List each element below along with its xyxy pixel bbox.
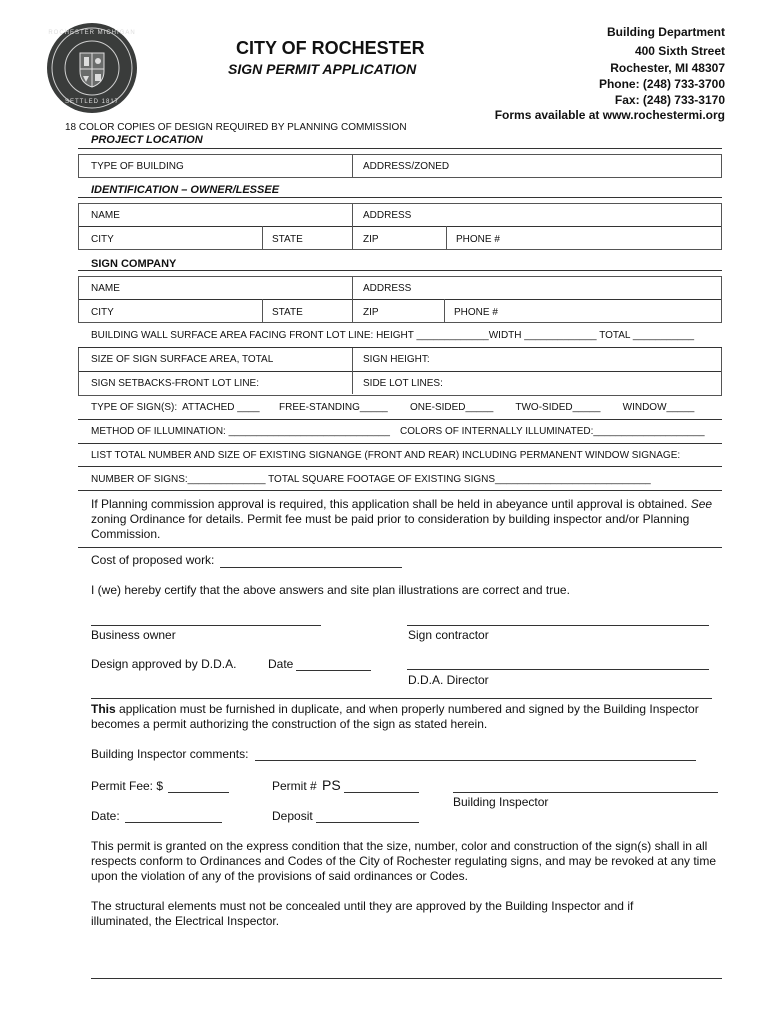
- building-inspector-label: Building Inspector: [453, 795, 549, 809]
- company-state-label: STATE: [272, 307, 303, 318]
- deposit-label: Deposit: [272, 809, 313, 823]
- company-table: [78, 276, 722, 323]
- permit-number-field[interactable]: [344, 792, 419, 793]
- city-name: CITY OF ROCHESTER: [236, 38, 425, 58]
- divider: [78, 466, 722, 467]
- number-signs-line: NUMBER OF SIGNS:______________ TOTAL SQUARE FOOTAGE OF EXISTING SIGNS____________________________: [91, 474, 651, 485]
- deposit-field[interactable]: [316, 822, 419, 823]
- business-owner-label: Business owner: [91, 628, 176, 642]
- dda-date-label: Date: [268, 657, 294, 671]
- existing-signage-line: LIST TOTAL NUMBER AND SIZE OF EXISTING SIGNANGE (FRONT AND REAR) INCLUDING PERMANENT WINDOW SIGNAGE:: [91, 450, 681, 461]
- permit-prefix: PS: [322, 777, 341, 793]
- owner-heading: IDENTIFICATION – OWNER/LESSEE: [91, 184, 280, 196]
- dept-website: Forms available at www.rochestermi.org: [494, 108, 725, 122]
- dda-director-signature-line[interactable]: [407, 669, 709, 670]
- form-title: SIGN PERMIT APPLICATION: [228, 61, 417, 77]
- dept-name: Building Department: [606, 25, 725, 39]
- wall-area-line: BUILDING WALL SURFACE AREA FACING FRONT LOT LINE: HEIGHT _____________WIDTH _____________ TOTAL ___________: [91, 330, 695, 341]
- company-heading: SIGN COMPANY: [91, 258, 177, 270]
- project-heading: PROJECT LOCATION: [91, 134, 203, 146]
- divider: [78, 547, 722, 548]
- seal-bottom-text: SETTLED 1817: [64, 99, 120, 105]
- colors-line: COLORS OF INTERNALLY ILLUMINATED:____________________: [400, 426, 705, 437]
- building-inspector-signature-line[interactable]: [453, 792, 718, 793]
- owner-zip-label: ZIP: [363, 234, 379, 245]
- inspector-comments-field[interactable]: [255, 760, 696, 761]
- address-zoned-label: ADDRESS/ZONED: [363, 161, 450, 172]
- divider: [78, 148, 722, 149]
- company-zip-label: ZIP: [363, 307, 379, 318]
- divider: [78, 490, 722, 491]
- sign-contractor-signature-line[interactable]: [407, 625, 709, 626]
- divider: [78, 197, 722, 198]
- date-field[interactable]: [125, 822, 222, 823]
- type-of-building-label: TYPE OF BUILDING: [91, 161, 184, 172]
- permit-fee-field[interactable]: [168, 792, 229, 793]
- cost-label: Cost of proposed work:: [91, 553, 215, 567]
- structural-paragraph: The structural elements must not be concealed until they are approved by the Building Inspector and if illuminated, the Electrical Inspector.: [91, 899, 634, 928]
- seal-top-text: ROCHESTER MICHIGAN: [48, 30, 136, 36]
- sign-area-label: SIZE OF SIGN SURFACE AREA, TOTAL: [91, 354, 274, 365]
- owner-city-label: CITY: [91, 234, 114, 245]
- permit-fee-label: Permit Fee: $: [91, 779, 164, 793]
- dept-fax: Fax: (248) 733-3170: [614, 93, 725, 107]
- owner-phone-label: PHONE #: [456, 234, 500, 245]
- divider: [78, 443, 722, 444]
- owner-address-label: ADDRESS: [363, 210, 412, 221]
- design-dda-label: Design approved by D.D.A.: [91, 657, 237, 671]
- owner-table: [78, 203, 722, 250]
- company-address-label: ADDRESS: [363, 283, 412, 294]
- copies-note: 18 COLOR COPIES OF DESIGN REQUIRED BY PLANNING COMMISSION: [65, 122, 407, 133]
- owner-state-label: STATE: [272, 234, 303, 245]
- business-owner-signature-line[interactable]: [91, 625, 321, 626]
- dda-date-field[interactable]: [296, 670, 371, 671]
- sign-types-line: TYPE OF SIGN(S): ATTACHED ____ FREE-STANDING_____ ONE-SIDED_____ TWO-SIDED_____ WINDOW_____: [91, 402, 695, 413]
- duplicate-paragraph: This application must be furnished in duplicate, and when properly numbered and signed by the Building Inspector becomes a permit authorizing the construction of the sign as stated herein.: [91, 702, 699, 731]
- setbacks-label: SIGN SETBACKS-FRONT LOT LINE:: [91, 378, 259, 389]
- project-row: [78, 154, 722, 178]
- divider: [78, 270, 722, 271]
- company-city-label: CITY: [91, 307, 114, 318]
- illumination-line: METHOD OF ILLUMINATION: _____________________________: [91, 426, 390, 437]
- inspector-comments-label: Building Inspector comments:: [91, 747, 249, 761]
- sign-contractor-label: Sign contractor: [408, 628, 489, 642]
- company-phone-label: PHONE #: [454, 307, 498, 318]
- certify-text: I (we) hereby certify that the above answers and site plan illustrations are correct and true.: [91, 583, 570, 597]
- approval-paragraph: If Planning commission approval is required, this application shall be held in abeyance until approval is obtained. See zoning Ordinance for details. Permit fee must be paid prior to consideration by building inspector and/or Planning Commission.: [91, 497, 713, 541]
- dept-phone: Phone: (248) 733-3700: [598, 77, 725, 91]
- granted-paragraph: This permit is granted on the express condition that the size, number, color and construction of the sign(s) shall in all respects conform to Ordinances and Codes of the City of Rochester regulating signs, and may be revoked at any time upon the violation of any of the provisions of said ordinances or Codes.: [91, 839, 716, 883]
- cost-field[interactable]: [220, 567, 402, 568]
- side-lot-label: SIDE LOT LINES:: [363, 378, 443, 389]
- area-table: [78, 348, 722, 396]
- dept-city: Rochester, MI 48307: [610, 61, 725, 75]
- company-name-label: NAME: [91, 283, 120, 294]
- divider: [91, 698, 712, 699]
- footer-line: [91, 978, 722, 979]
- sign-height-label: SIGN HEIGHT:: [363, 354, 430, 365]
- dept-street: 400 Sixth Street: [634, 44, 725, 58]
- dda-director-label: D.D.A. Director: [408, 673, 489, 687]
- owner-name-label: NAME: [91, 210, 120, 221]
- permit-number-label: Permit #: [272, 779, 317, 793]
- date-label: Date:: [91, 809, 120, 823]
- divider: [78, 419, 722, 420]
